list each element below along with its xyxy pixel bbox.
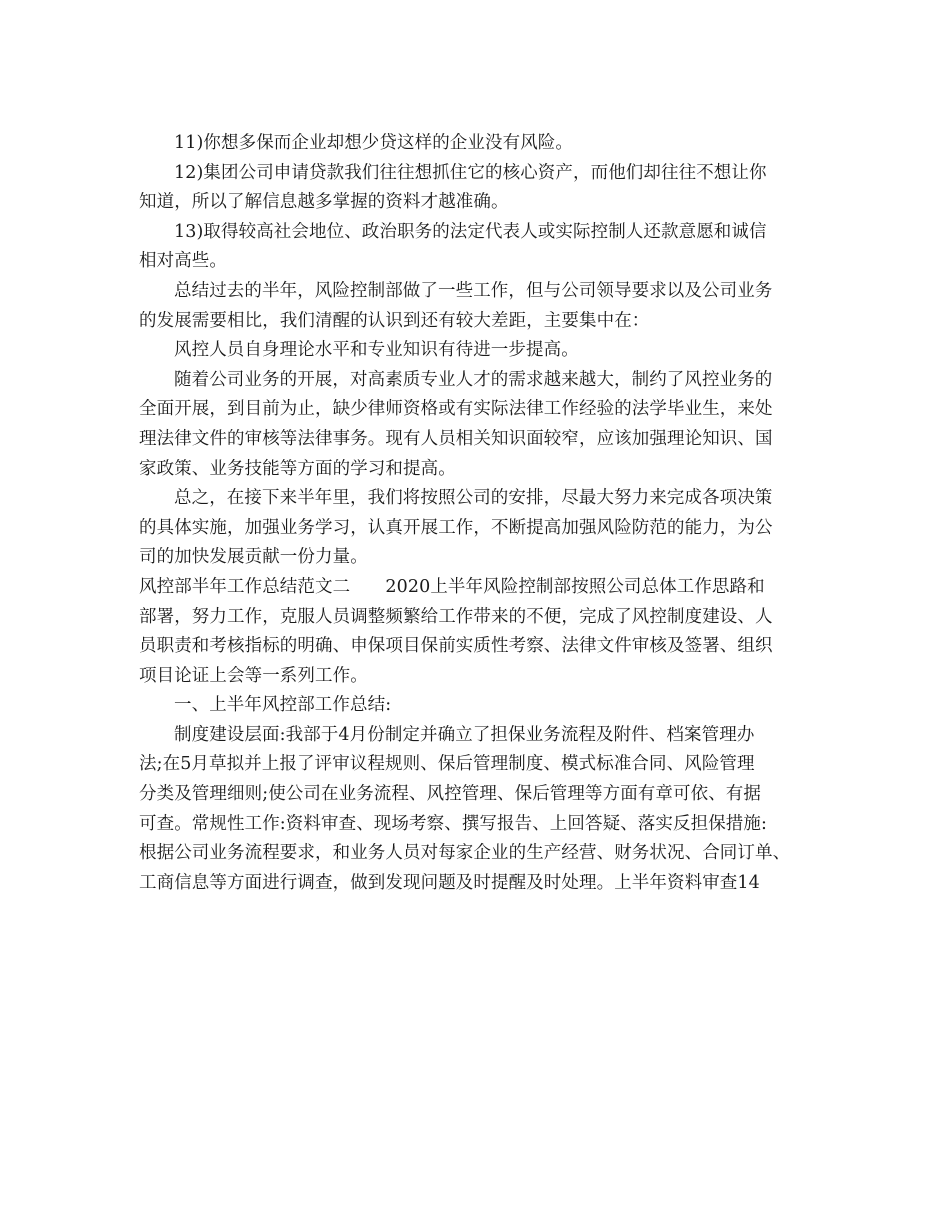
document-body xyxy=(139,129,819,898)
text-line: 法;在5月草拟并上报了评审议程规则、保后管理制度、模式标准合同、风险管理 xyxy=(139,754,755,775)
text-line: 总结过去的半年，风险控制部做了一些工作，但与公司领导要求以及公司业务 xyxy=(174,280,773,301)
text-line: 12)集团公司申请贷款我们往往想抓住它的核心资产，而他们却往往不想让你 xyxy=(174,162,767,183)
text-line: 根据公司业务流程要求，和业务人员对每家企业的生产经营、财务状况、合同订单、 xyxy=(139,843,791,864)
text-line: 员职责和考核指标的明确、申保项目保前实质性考察、法律文件审核及签署、组织 xyxy=(139,636,773,657)
text-line: 相对高些。 xyxy=(139,251,227,272)
text-line: 分类及管理细则;使公司在业务流程、风控管理、保后管理等方面有章可依、有据 xyxy=(139,784,761,805)
text-line: 制度建设层面:我部于4月份制定并确立了担保业务流程及附件、档案管理办 xyxy=(174,724,755,745)
text-line: 11)你想多保而企业却想少贷这样的企业没有风险。 xyxy=(174,133,573,153)
text-line: 可查。常规性工作:资料审查、现场考察、撰写报告、上回答疑、落实反担保措施: xyxy=(139,813,767,834)
text-line: 13)取得较高社会地位、政治职务的法定代表人或实际控制人还款意愿和诚信 xyxy=(174,221,767,242)
text-line: 总之，在接下来半年里，我们将按照公司的安排，尽最大努力来完成各项决策 xyxy=(174,488,773,509)
text-line: 知道，所以了解信息越多掌握的资料才越准确。 xyxy=(139,192,509,213)
text-line: 司的加快发展贡献一份力量。 xyxy=(139,547,368,568)
text-line: 理法律文件的审核等法律事务。现有人员相关知识面较窄，应该加强理论知识、国 xyxy=(139,428,773,449)
text-line: 部署，努力工作，克服人员调整频繁给工作带来的不便，完成了风控制度建设、人 xyxy=(139,606,773,627)
text-line: 随着公司业务的开展，对高素质专业人才的需求越来越大，制约了风控业务的 xyxy=(174,369,773,390)
text-line: 工商信息等方面进行调查，做到发现问题及时提醒及时处理。上半年资料审查14 xyxy=(139,872,760,893)
text-line: 的具体实施，加强业务学习，认真开展工作，不断提高加强风险防范的能力，为公 xyxy=(139,517,773,538)
text-line: 风控人员自身理论水平和专业知识有待进一步提高。 xyxy=(174,340,579,361)
text-line: 家政策、业务技能等方面的学习和提高。 xyxy=(139,458,456,479)
text-line: 的发展需要相比，我们清醒的认识到还有较大差距，主要集中在： xyxy=(139,310,650,331)
text-line: 项目论证上会等一系列工作。 xyxy=(139,665,368,686)
section-title-line: 风控部半年工作总结范文二 2020上半年风险控制部按照公司总体工作思路和 xyxy=(139,576,765,597)
heading-line: 一、上半年风控部工作总结: xyxy=(174,695,392,716)
text-line: 全面开展，到目前为止，缺少律师资格或有实际法律工作经验的法学毕业生，来处 xyxy=(139,399,773,420)
